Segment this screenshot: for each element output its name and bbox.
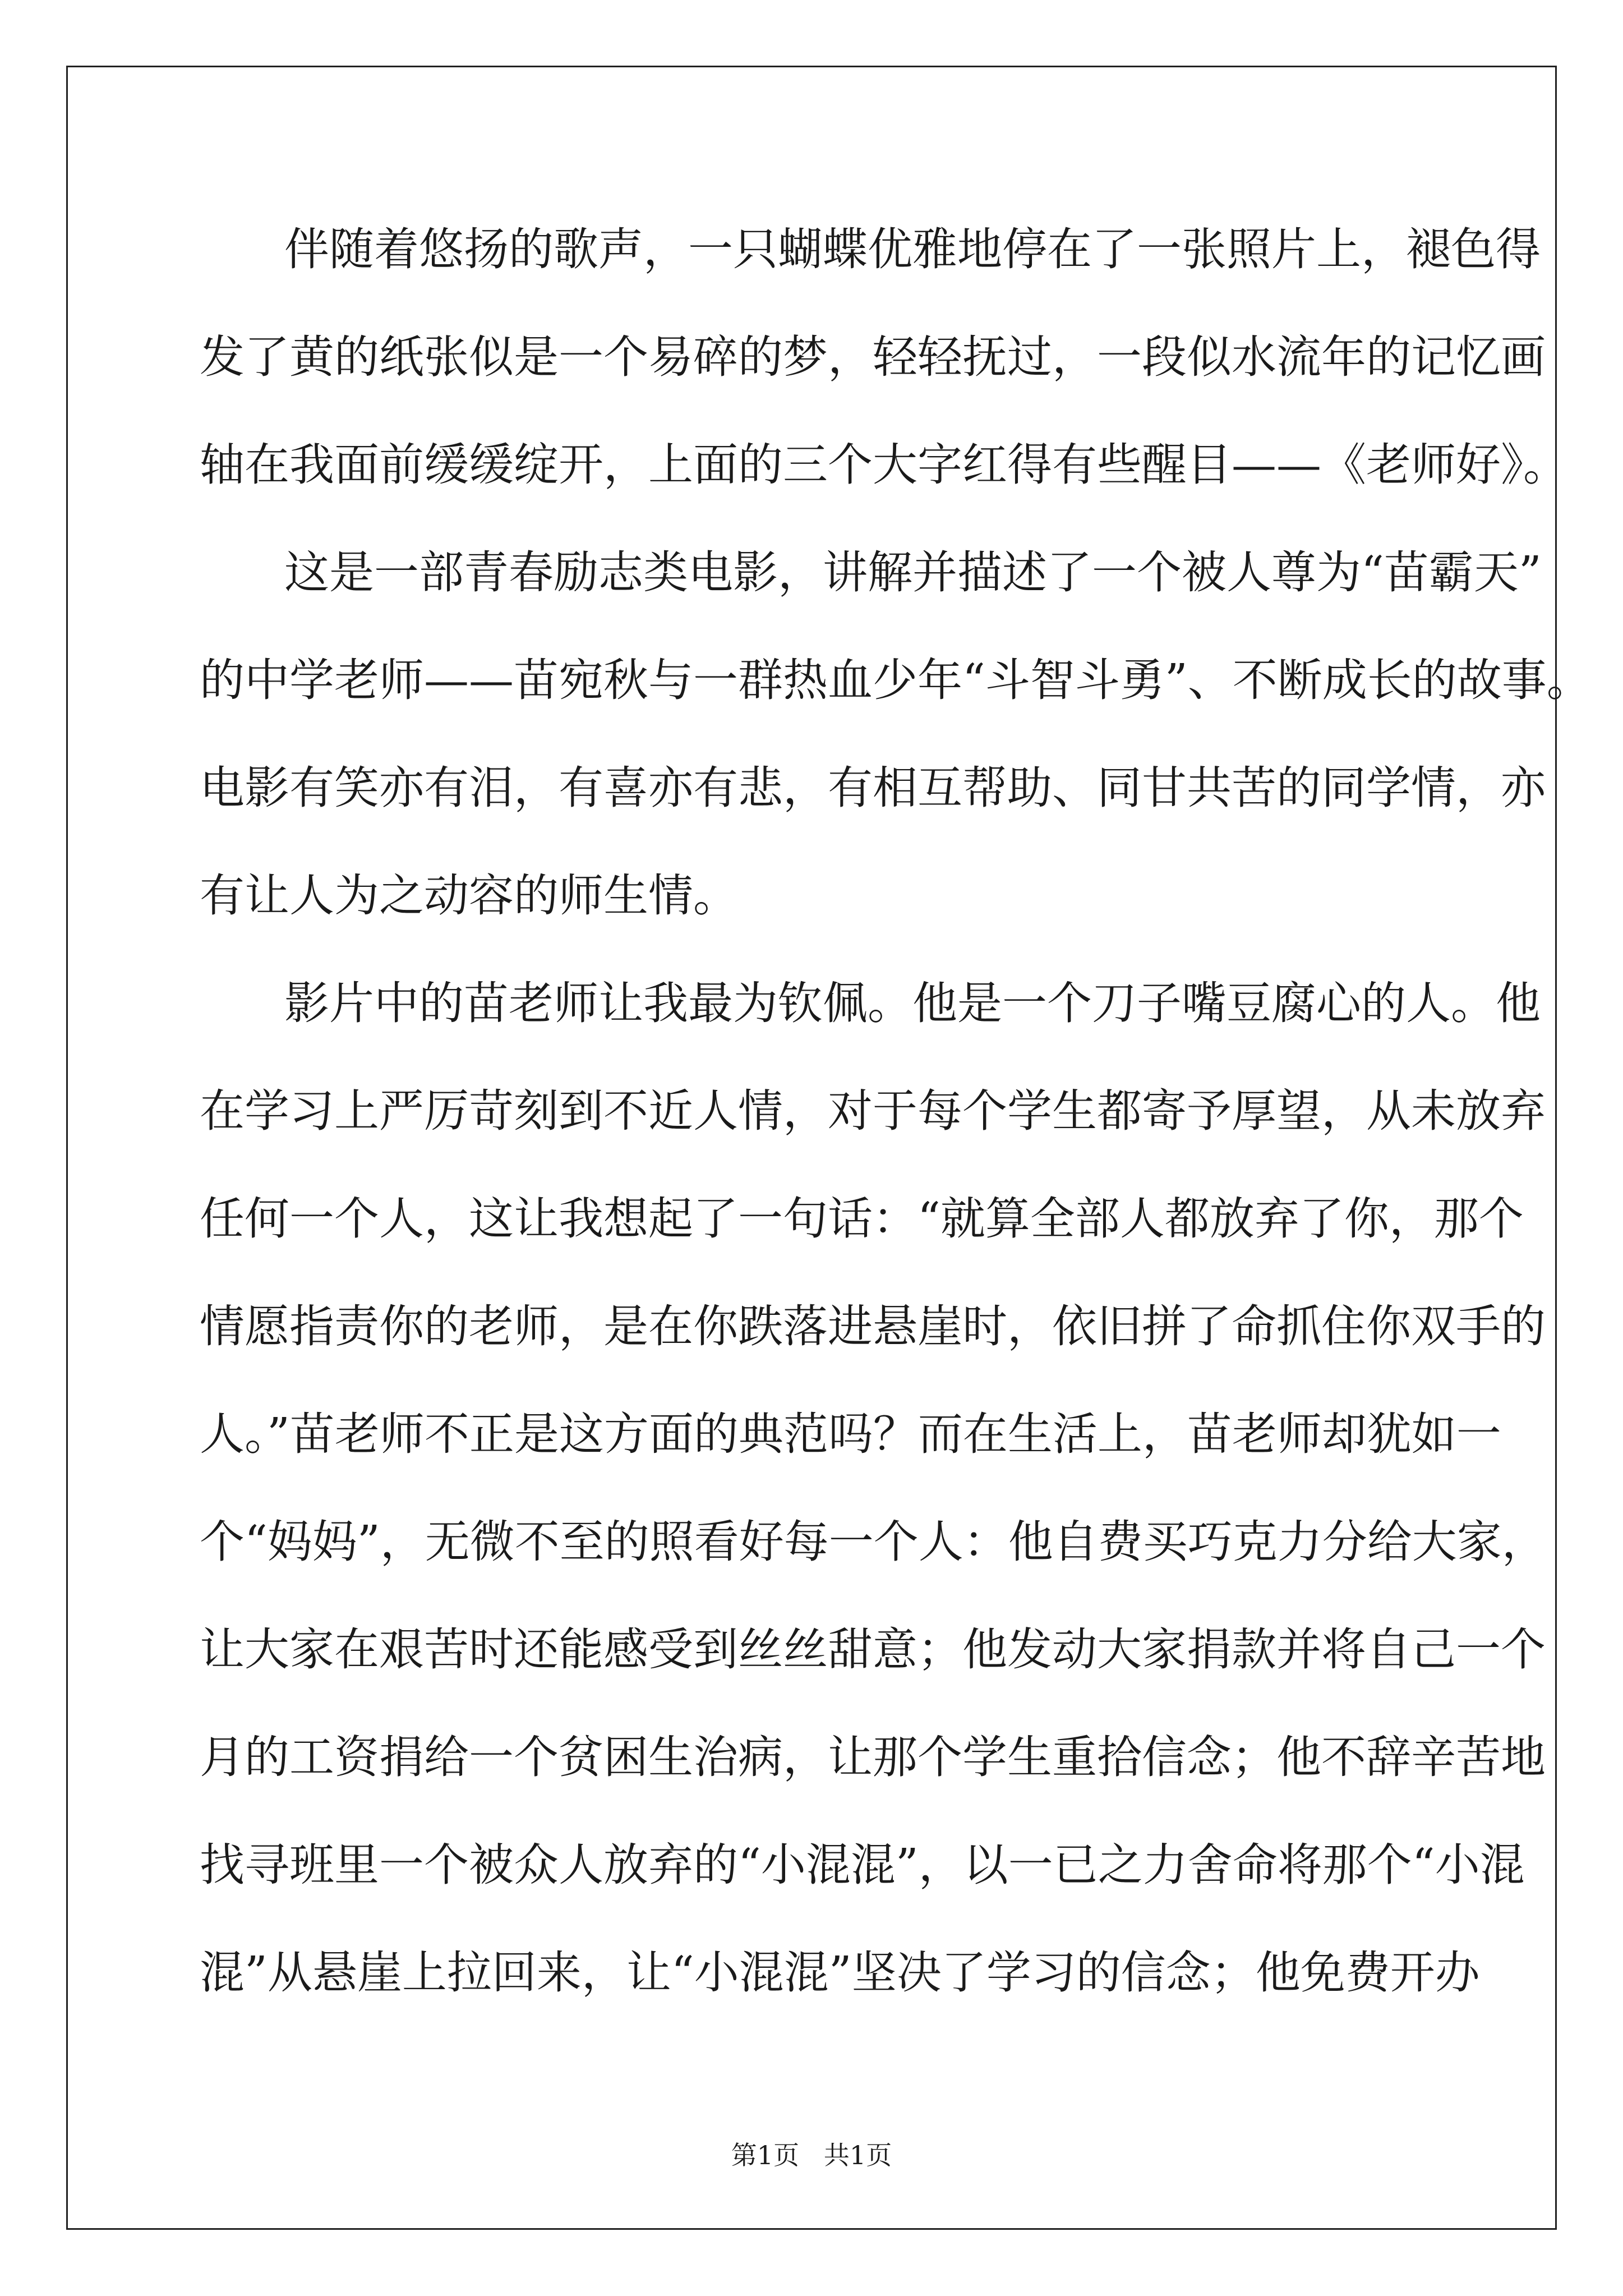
text-line: 人。”苗老师不正是这方面的典范吗？而在生活上，苗老师却犹如一: [200, 1408, 1501, 1460]
document-body: [200, 216, 1592, 2047]
text-line: 找寻班里一个被众人放弃的“小混混”，以一已之力舍命将那个“小混: [200, 1839, 1525, 1891]
text-line: 在学习上严厉苛刻到不近人情，对于每个学生都寄予厚望，从未放弃: [200, 1085, 1546, 1137]
text-line: 的中学老师——苗宛秋与一群热血少年“斗智斗勇”、不断成长的故事。: [200, 654, 1592, 706]
text-line: 任何一个人，这让我想起了一句话：“就算全部人都放弃了你，那个: [200, 1193, 1524, 1245]
text-line: 月的工资捐给一个贫困生治病，让那个学生重拾信念；他不辞辛苦地: [200, 1731, 1546, 1783]
text-line: 轴在我面前缓缓绽开，上面的三个大字红得有些醒目——《老师好》。: [200, 439, 1568, 491]
text-line: 个“妈妈”，无微不至的照看好每一个人：他自费买巧克力分给大家，: [200, 1516, 1547, 1568]
text-line: 让大家在艰苦时还能感受到丝丝甜意；他发动大家捐款并将自己一个: [200, 1623, 1546, 1676]
text-line: 混”从悬崖上拉回来，让“小混混”坚决了学习的信念；他免费开办: [200, 1947, 1480, 1999]
text-line: 发了黄的纸张似是一个易碎的梦，轻轻抚过，一段似水流年的记忆画: [200, 331, 1546, 383]
page-footer: 第1页 共1页: [731, 2140, 892, 2170]
text-line: 这是一部青春励志类电影，讲解并描述了一个被人尊为“苗霸天”: [284, 546, 1542, 599]
text-line: 影片中的苗老师让我最为钦佩。他是一个刀子嘴豆腐心的人。他: [284, 977, 1541, 1029]
text-line: 电影有笑亦有泪，有喜亦有悲，有相互帮助、同甘共苦的同学情，亦: [200, 762, 1546, 814]
text-line: 情愿指责你的老师，是在你跌落进悬崖时，依旧拼了命抓住你双手的: [200, 1300, 1546, 1352]
text-line: 有让人为之动容的师生情。: [200, 869, 738, 922]
text-line: 伴随着悠扬的歌声，一只蝴蝶优雅地停在了一张照片上，褪色得: [284, 223, 1541, 275]
